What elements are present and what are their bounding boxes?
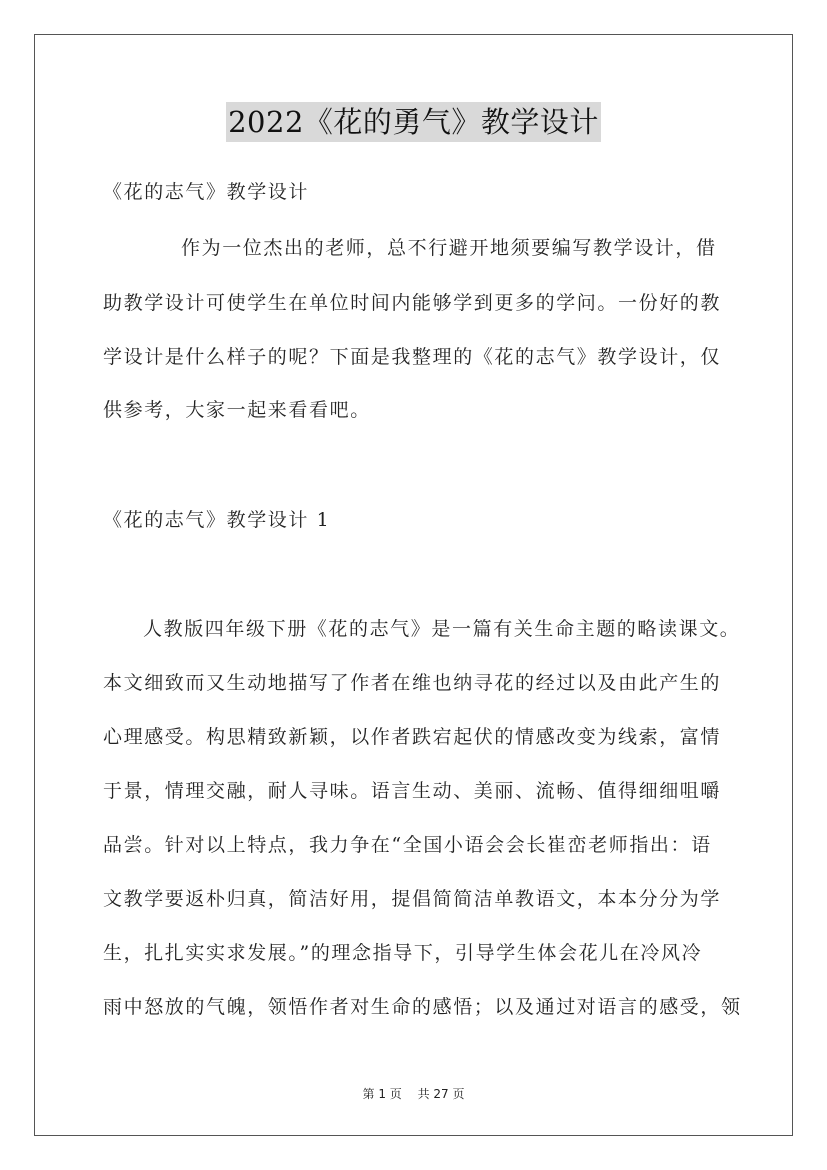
intro-line-3: 学设计是什么样子的呢？下面是我整理的《花的志气》教学设计，仅: [103, 346, 722, 368]
body-line-5: 品尝。针对以上特点，我力争在“全国小语会会长崔峦老师指出：语: [103, 834, 712, 856]
body-line-1: 人教版四年级下册《花的志气》是一篇有关生命主题的略读课文。: [143, 618, 741, 640]
section-heading: 《花的志气》教学设计 1: [103, 509, 331, 531]
body-line-8: 雨中怒放的气魄，领悟作者对生命的感悟；以及通过对语言的感受，领: [103, 996, 742, 1018]
page-footer: [0, 1085, 827, 1102]
intro-line-2: 助教学设计可使学生在单位时间内能够学到更多的学问。一份好的教: [103, 292, 722, 314]
page-total: 共 27 页: [417, 1087, 465, 1101]
intro-line-1: 作为一位杰出的老师，总不行避开地须要编写教学设计，借: [181, 237, 717, 259]
document-subtitle: 《花的志气》教学设计: [103, 181, 310, 203]
document-title: 2022《花的勇气》教学设计: [226, 102, 601, 142]
body-line-4: 于景，情理交融，耐人寻味。语言生动、美丽、流畅、值得细细咀嚼: [103, 780, 722, 802]
body-line-6: 文教学要返朴归真，简洁好用，提倡简简洁单教语文，本本分分为学: [103, 888, 722, 910]
title-container: [0, 102, 827, 142]
page-number: 第 1 页: [362, 1087, 402, 1101]
body-line-3: 心理感受。构思精致新颖，以作者跌宕起伏的情感改变为线索，富情: [103, 726, 722, 748]
body-line-7: 生，扎扎实实求发展。”的理念指导下，引导学生体会花儿在冷风冷: [103, 942, 703, 964]
body-line-2: 本文细致而又生动地描写了作者在维也纳寻花的经过以及由此产生的: [103, 672, 722, 694]
intro-line-4: 供参考，大家一起来看看吧。: [103, 399, 371, 421]
